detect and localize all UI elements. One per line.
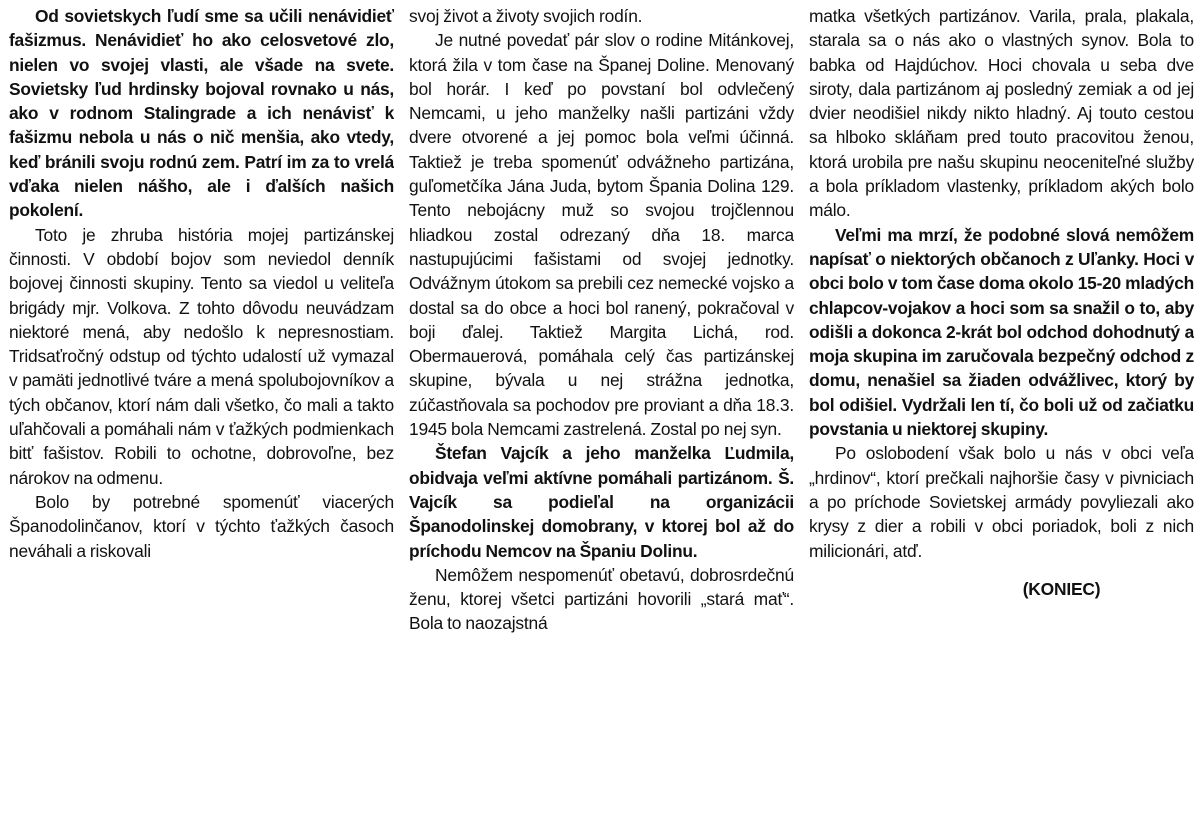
paragraph: Bolo by potrebné spomenúť viacerých Španodolinčanov, ktorí v týchto ťažkých časoch neváhali a riskovali (9, 491, 394, 561)
paragraph: Veľmi ma mrzí, že podobné slová nemôžem napísať o niektorých občanoch z Uľanky. Hoci v obci bolo v tom čase doma okolo 15-20 mladých chlapcov-vojakov a hoci som sa snažil o to, aby odišli a dokonca 2-krát bol odchod dohodnutý a moja skupina im zaručovala bezpečný odchod z domu, nenašiel sa žiaden odvážlivec, ktorý by bol odišiel. Vydržali len tí, čo boli už od začiatku povstania u niektorej skupiny. (809, 224, 1194, 440)
text-column-1 (9, 4, 394, 837)
text-column-2 (409, 4, 794, 837)
paragraph: Toto je zhruba história mojej partizánskej činnosti. V období bojov som neviedol denník bojovej činnosti skupiny. Tento sa viedol u veliteľa brigády mjr. Volkova. Z tohto dôvodu neuvádzam niektoré mená, aby nedošlo k nepresnostiam. Tridsaťročný odstup od týchto udalostí už vymazal v pamäti jednotlivé tváre a mená spolubojovníkov a tých občanov, ktorí nám dali všetko, čo mali a takto uľahčovali a pomáhali nám v ťažkých podmienkach bitť fašistov. Robili to ochotne, dobrovoľne, bez nárokov na odmenu. (9, 224, 394, 488)
text-column-3 (809, 4, 1194, 837)
paragraph: Nemôžem nespomenúť obetavú, dobrosrdečnú ženu, ktorej všetci partizáni hovorili „stará mať“. Bola to naozajstná (409, 564, 794, 634)
paragraph: svoj život a životy svojich rodín. (409, 6, 643, 26)
paragraph: Štefan Vajcík a jeho manželka Ľudmila, obidvaja veľmi aktívne pomáhali partizánom. Š. Vajcík sa podieľal na organizácii Španodolinskej domobrany, v ktorej bol až do príchodu Nemcov na Španiu Dolinu. (409, 443, 794, 561)
end-marker: (KONIEC) (1022, 578, 1101, 599)
paragraph: Od sovietskych ľudí sme sa učili nenávidieť fašizmus. Nenávidieť ho ako celosvetové zlo, nielen vo svojej vlasti, ale všade na svete. Sovietsky ľud hrdinsky bojoval rovnako u nás, ako v rodnom Stalingrade a ich nenávisť k fašizmu nebola u nás o nič menšia, ako vtedy, keď bránili svoju rodnú zem. Patrí im za to vrelá vďaka nielen nášho, ale i ďalších našich pokolení. (9, 6, 394, 221)
paragraph: Je nutné povedať pár slov o rodine Mitánkovej, ktorá žila v tom čase na Španej Doline. Menovaný bol horár. I keď po povstaní bol odvlečený Nemcami, u jeho manželky našli partizáni vždy dvere otvorené a jej pomoc bola veľmi účinná. Taktiež je treba spomenúť odvážneho partizána, guľometčíka Jána Juda, bytom Špania Dolina 129. Tento nebojácny muž so svojou trojčlennou hliadkou zostal odrezaný dňa 18. marca nastupujúcimi fašistami od svojej jednotky. Odvážnym útokom sa prebili cez nemecké vojsko a dostal sa do obce a hoci bol ranený, pokračoval v boji ďalej. Taktiež Margita Lichá, rod. Obermauerová, pomáhala celý čas partizánskej skupine, bývala u nej strážna jednotka, zúčastňovala sa pochodov pre proviant a dňa 18.3. 1945 bola Nemcami zastrelená. Zostal po nej syn. (409, 30, 794, 440)
paragraph: matka všetkých partizánov. Varila, prala, plakala, starala sa o nás ako o vlastných synov. Bola to babka od Hajdúchov. Hoci chovala u seba dve siroty, dala partizánom aj posledný zemiak a od jej dvier neodišiel nikdy nikto hladný. Aj touto cestou sa hlboko skláňam pred touto pracovitou ženou, ktorá urobila pre našu skupinu neoceniteľné služby a bola príkladom vlastenky, príkladom akých bolo málo. (809, 6, 1194, 221)
paragraph: Po oslobodení však bolo u nás v obci veľa „hrdinov“, ktorí prečkali najhoršie časy v pivniciach a po príchode Sovietskej armády povyliezali ako krysy z dier a robili v obci poriadok, boli z nich milicionári, atď. (809, 443, 1194, 561)
